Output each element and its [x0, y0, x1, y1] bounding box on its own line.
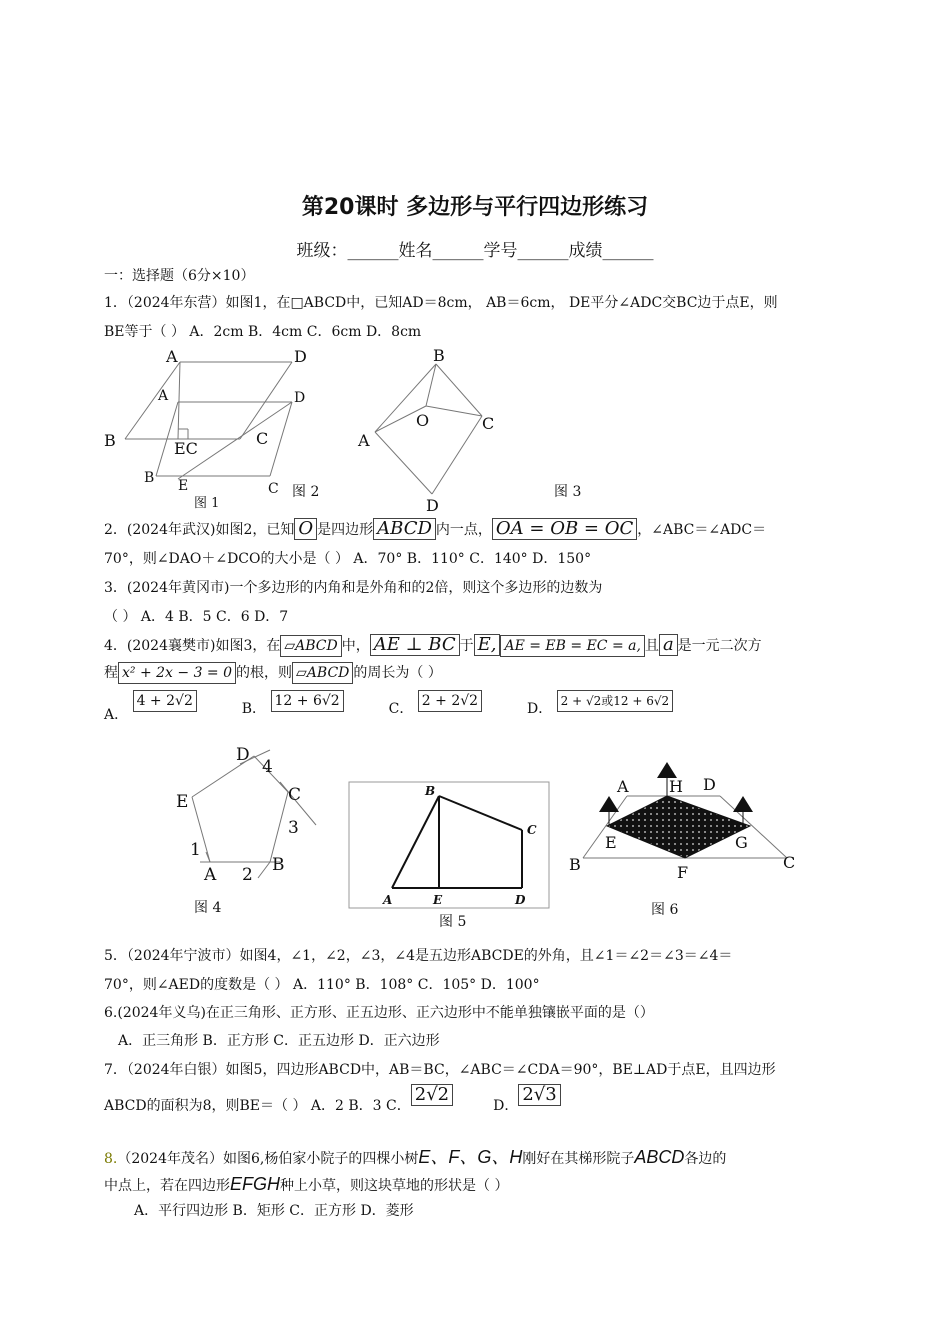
q8-options: A．平行四边形 B．矩形 C．正方形 D．菱形 [134, 1203, 414, 1219]
q8-text-mid: 刚好在其梯形院子 [522, 1151, 635, 1167]
fig4-num-4: 4 [262, 757, 273, 777]
fig3-label-C: C [482, 414, 495, 433]
q4-text-root: 的根，则 [236, 665, 293, 681]
fig6-label-C: C [783, 853, 796, 872]
q3-line2: （ ） A．4 B．5 C．6 D．7 [104, 609, 289, 625]
fig5-label-B: B [425, 784, 436, 798]
q4-text-qie: 且 [644, 638, 659, 654]
fig4-label-B: B [272, 855, 285, 875]
q4-option-A-value: 4 + 2√2 [133, 690, 197, 712]
q4-equation: AE = EB = EC = a, [500, 635, 644, 657]
fig1-caption: 图 1 [194, 496, 220, 510]
q4-option-C-label: C． [388, 701, 414, 717]
fig4-caption: 图 4 [194, 900, 222, 916]
fig6-caption: 图 6 [651, 902, 679, 918]
fig1-label-C: C [256, 429, 269, 448]
fig4-label-A: A [204, 865, 217, 885]
fig1-label-D: D [294, 347, 307, 366]
q2-text-mid: 是四边形 [317, 522, 374, 538]
fig1-label-A2: A [158, 388, 169, 404]
q1-line2: BE等于（ ） A．2cm B．4cm C．6cm D．8cm [104, 324, 422, 340]
q4-text-post: 是一元二次方 [677, 638, 762, 654]
fig1-label-E2: E [178, 478, 189, 494]
fig6-label-B: B [569, 855, 581, 874]
q7-text: ABCD的面积为8，则BE＝（ ） A．2 B．3 C． [104, 1098, 411, 1114]
q8-quad-EFGH: EFGH [230, 1174, 281, 1194]
fig5-label-C: C [527, 823, 537, 837]
fig6-label-D: D [703, 775, 716, 794]
q2-text-post: ，∠ABC＝∠ADC＝ [637, 522, 767, 538]
q8-trapezoid-ABCD: ABCD [634, 1147, 685, 1167]
fig1-label-B2: B [144, 470, 155, 486]
q8-line1 [104, 1147, 726, 1169]
fig1-label-C2: C [268, 481, 279, 497]
figure-3 [350, 344, 610, 514]
q6-line1: 6.(2024年义乌)在正三角形、正方形、正五边形、正六边形中不能单独镶嵌平面的是（） [104, 1005, 654, 1021]
q2-line1 [104, 518, 766, 540]
fig3-label-D: D [426, 496, 439, 514]
q2-point-O: O [294, 518, 317, 540]
q4-text-mid: 中， [341, 638, 370, 654]
q7-line1: 7．（2024年白银）如图5，四边形ABCD中，AB＝BC，∠ABC＝∠CDA＝90°，BE⊥AD于点E，且四边形 [104, 1062, 776, 1078]
q7-option-D-label: D． [493, 1098, 519, 1114]
fig4-num-3: 3 [288, 818, 299, 838]
q4-line2 [104, 662, 442, 684]
page-title: 第20课时 多边形与平行四边形练习 [301, 195, 649, 220]
fig6-label-H: H [669, 777, 683, 796]
q2-text-mid2: 内一点， [435, 522, 492, 538]
q4-text-pre: 4．(2024襄樊市)如图3，在 [104, 638, 281, 654]
q2-line2: 70°，则∠DAO＋∠DCO的大小是（ ） A．70° B．110° C．140° D．150° [104, 551, 592, 567]
fig5-caption: 图 5 [439, 914, 467, 930]
figure-1-2 [100, 344, 360, 510]
q2-text-pre: 2．(2024年武汉)如图2，已知 [104, 522, 295, 538]
q2-equation: OA = OB = OC [492, 518, 637, 540]
q4-parallelogram: ▱ABCD [280, 635, 341, 657]
q4-line1 [104, 634, 762, 657]
fig1-label-A: A [166, 347, 178, 366]
fig3-caption: 图 3 [554, 484, 582, 500]
q5-line2: 70°，则∠AED的度数是（ ） A．110° B．108° C．105° D．100° [104, 977, 540, 993]
q4-option-D-value: 2 + √2或12 + 6√2 [557, 690, 673, 712]
fig1-label-EC: EC [174, 439, 198, 458]
q7-option-C-value: 2√2 [411, 1084, 453, 1106]
student-info-line: 班级：______姓名______学号______成绩______ [296, 241, 654, 261]
q4-text-cheng: 程 [104, 665, 118, 681]
fig4-label-D: D [236, 745, 250, 765]
fig1-label-D2: D [294, 390, 306, 406]
q8-line2 [104, 1174, 508, 1196]
q5-line1: 5．（2024年宁波市）如图4，∠1，∠2，∠3，∠4是五边形ABCDE的外角，且∠1＝∠2＝∠3＝∠4＝ [104, 948, 733, 964]
q4-option-D-label: D． [526, 701, 553, 717]
fig6-label-F: F [677, 863, 689, 882]
q4-text-perimeter: 的周长为（ ） [353, 665, 442, 681]
q1-line1: 1．（2024年东营）如图1，在□ABCD中，已知AD＝8cm， AB＝6cm， DE平分∠ADC交BC边于点E，则 [104, 295, 778, 311]
q2-quad-ABCD: ABCD [373, 518, 436, 540]
q4-option-B-value: 12 + 6√2 [271, 690, 344, 712]
q8-trees: E、F、G、H [418, 1147, 523, 1167]
q4-option-A-label: A． [104, 707, 129, 723]
fig5-label-A: A [383, 893, 393, 907]
q4-point-E: E, [474, 634, 501, 656]
q8-text-pre: （2024年茂名）如图6,杨伯家小院子的四棵小树 [117, 1151, 419, 1167]
figure-6 [565, 758, 805, 920]
fig1-label-B: B [104, 431, 116, 450]
q4-parallelogram-2: ▱ABCD [292, 662, 353, 684]
q4-options [104, 690, 673, 723]
figure-5 [345, 778, 555, 934]
fig6-label-A: A [617, 777, 629, 796]
fig3-label-A: A [358, 431, 370, 450]
fig5-label-E: E [433, 893, 443, 907]
fig6-label-E: E [605, 833, 617, 852]
fig4-label-E: E [176, 792, 189, 812]
fig6-label-G: G [735, 833, 748, 852]
q3-line1: 3．(2024年黄冈市)一个多边形的内角和是外角和的2倍，则这个多边形的边数为 [104, 580, 603, 596]
q4-perp: AE ⊥ BC [370, 634, 460, 656]
fig3-label-O: O [416, 411, 430, 430]
fig4-num-1: 1 [190, 840, 201, 860]
fig2-caption: 图 2 [292, 484, 320, 500]
fig4-num-2: 2 [242, 865, 253, 885]
q7-option-D-value: 2√3 [518, 1084, 560, 1106]
q4-quadratic: x² + 2x − 3 = 0 [118, 662, 236, 684]
q8-text-question: 种上小草，则这块草地的形状是（ ） [280, 1178, 509, 1194]
fig5-label-D: D [515, 893, 526, 907]
q6-line2: A．正三角形 B．正方形 C．正五边形 D．正六边形 [118, 1033, 440, 1049]
q4-option-B-label: B． [241, 701, 267, 717]
q8-number: 8. [104, 1151, 118, 1167]
figure-4 [170, 740, 330, 920]
q4-var-a: a [659, 634, 678, 656]
section-heading: 一：选择题（6分×10） [104, 268, 255, 284]
q4-text-yu: 于 [459, 638, 474, 654]
fig3-label-B: B [433, 346, 445, 365]
q7-line2 [104, 1084, 561, 1114]
q8-text-midpoints: 中点上，若在四边形 [104, 1178, 230, 1194]
q8-text-post: 各边的 [684, 1151, 727, 1167]
q4-option-C-value: 2 + 2√2 [418, 690, 482, 712]
fig4-label-C: C [288, 785, 302, 805]
